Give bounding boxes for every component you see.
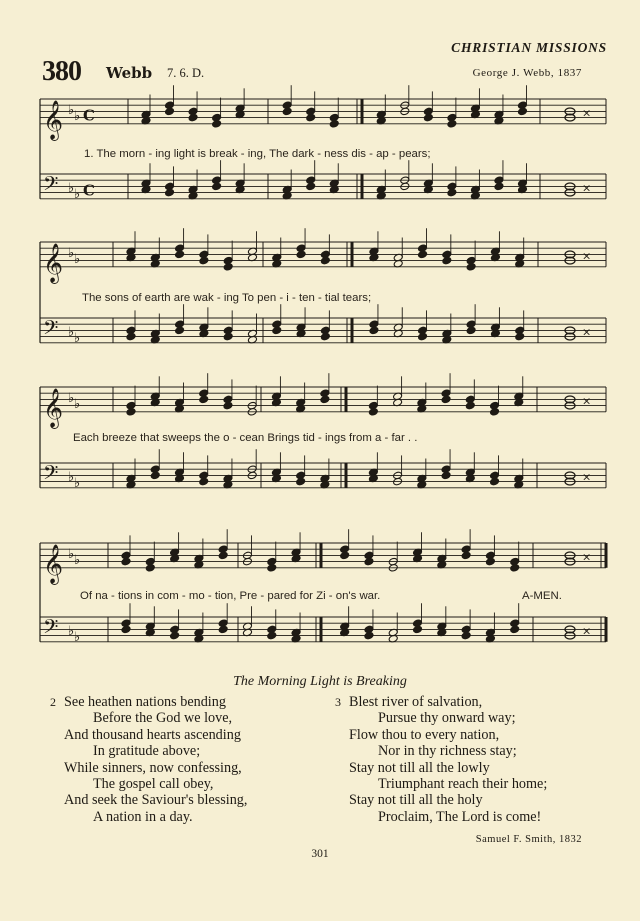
- flat-icon: ♭: [74, 187, 81, 203]
- note-head: [466, 263, 476, 272]
- note-head: [329, 120, 339, 129]
- stanza-line: In gratitude above;: [93, 743, 201, 760]
- lyric-line-1: 1. The morn - ing light is break - ing, The dark - ness dis - ap - pears;: [84, 148, 431, 160]
- note-head: [466, 326, 476, 335]
- lyric-line-2: The sons of earth are wak - ing To pen - i - ten - tial tears;: [82, 292, 372, 304]
- hymn-number: 380: [42, 56, 81, 87]
- note-head: [145, 564, 155, 573]
- common-time-icon: C: [83, 106, 95, 125]
- note-head: [368, 408, 378, 417]
- note-head: [223, 332, 233, 341]
- note-head: [212, 120, 222, 129]
- flat-icon: ♭: [74, 109, 81, 125]
- stanza-2: [50, 694, 248, 825]
- stanza-3: [335, 694, 548, 825]
- note-head: [320, 332, 330, 341]
- rest-icon: ×: [582, 325, 592, 339]
- note-head: [188, 113, 198, 122]
- note-head: [485, 557, 495, 566]
- stanza-line: Flow thou to every nation,: [349, 726, 500, 743]
- stanza-line: Nor in thy richness stay;: [378, 743, 517, 760]
- page-number: 301: [311, 848, 329, 860]
- flat-icon: ♭: [68, 469, 75, 485]
- note-head: [218, 625, 228, 634]
- note-head: [441, 395, 451, 404]
- note-head: [461, 551, 471, 560]
- stanza-line: Blest river of salvation,: [349, 694, 483, 710]
- note-head: [494, 182, 504, 191]
- note-head: [175, 326, 185, 335]
- flat-icon: ♭: [68, 546, 75, 562]
- note-head: [369, 326, 379, 335]
- bass-clef-icon: 𝄢: [43, 315, 59, 344]
- note-head: [447, 188, 457, 197]
- amen-label: A-MEN.: [522, 590, 562, 602]
- composer: George J. Webb, 1837: [472, 67, 582, 79]
- note-head: [461, 631, 471, 640]
- stanza-number: 3: [335, 695, 341, 709]
- flat-icon: ♭: [74, 476, 81, 492]
- treble-clef-icon: 𝄞: [43, 100, 64, 140]
- hymn-title: The Morning Light is Breaking: [233, 674, 407, 689]
- flat-icon: ♭: [68, 623, 75, 639]
- note-head: [320, 256, 330, 265]
- note-head: [121, 557, 131, 566]
- note-head: [170, 631, 180, 640]
- note-head: [121, 625, 131, 634]
- note-head: [296, 250, 306, 259]
- stanza-line: Stay not till all the lowly: [349, 759, 490, 776]
- note-head: [340, 551, 350, 560]
- note-head: [413, 625, 423, 634]
- flat-icon: ♭: [74, 252, 81, 268]
- bass-clef-icon: 𝄢: [43, 460, 59, 489]
- note-head: [272, 326, 282, 335]
- flat-icon: ♭: [74, 397, 81, 413]
- tune-name: Webb: [106, 64, 153, 82]
- note-head: [364, 557, 374, 566]
- stanza-line: The gospel call obey,: [93, 776, 214, 793]
- section-title: CHRISTIAN MISSIONS: [451, 40, 607, 55]
- stanza-line: A nation in a day.: [93, 808, 193, 825]
- rest-icon: ×: [582, 181, 592, 195]
- note-head: [126, 332, 136, 341]
- treble-clef-icon: 𝄞: [43, 388, 64, 428]
- rest-icon: ×: [582, 550, 592, 564]
- flat-icon: ♭: [68, 102, 75, 118]
- meter: 7. 6. D.: [167, 66, 205, 80]
- flat-icon: ♭: [68, 390, 75, 406]
- note-head: [465, 401, 475, 410]
- note-head: [423, 113, 433, 122]
- lyric-line-4: Of na - tions in com - mo - tion, Pre - pared for Zi - on's war.: [80, 590, 381, 602]
- note-head: [165, 188, 175, 197]
- stanza-line: Proclaim, The Lord is come!: [378, 808, 542, 825]
- note-head: [320, 395, 330, 404]
- note-head: [175, 250, 185, 259]
- note-head: [296, 477, 306, 486]
- stanza-line: And seek the Saviour's blessing,: [64, 792, 248, 809]
- note-head: [418, 250, 428, 259]
- note-head: [490, 408, 500, 417]
- note-head: [418, 332, 428, 341]
- note-head: [442, 256, 452, 265]
- note-head: [223, 401, 233, 410]
- stanza-line: While sinners, now confessing,: [64, 759, 242, 776]
- flat-icon: ♭: [74, 553, 81, 569]
- flat-icon: ♭: [74, 331, 81, 347]
- bass-clef-icon: 𝄢: [43, 614, 59, 643]
- stanza-line: Triumphant reach their home;: [378, 776, 548, 793]
- rest-icon: ×: [582, 249, 592, 263]
- stanza-number: 2: [50, 695, 56, 709]
- note-head: [199, 256, 209, 265]
- note-head: [126, 408, 136, 417]
- note-head: [515, 332, 525, 341]
- stanza-line: Before the God we love,: [93, 710, 233, 727]
- note-head: [150, 471, 160, 480]
- flat-icon: ♭: [68, 180, 75, 196]
- stanza-line: Pursue thy onward way;: [378, 710, 516, 727]
- note-head: [267, 631, 277, 640]
- stanza-line: See heathen nations bending: [64, 694, 226, 710]
- note-head: [218, 551, 228, 560]
- lyric-line-3: Each breeze that sweeps the o - cean Brings tid - ings from a - far . .: [73, 432, 418, 444]
- note-head: [517, 107, 527, 116]
- note-head: [510, 564, 520, 573]
- rest-icon: ×: [582, 394, 592, 408]
- stanza-line: Stay not till all the holy: [349, 792, 483, 809]
- bass-clef-icon: 𝄢: [43, 171, 59, 200]
- rest-icon: ×: [582, 470, 592, 484]
- stanza-line: And thousand hearts ascending: [64, 726, 241, 743]
- note-head: [510, 625, 520, 634]
- treble-clef-icon: 𝄞: [43, 243, 64, 283]
- note-head: [282, 107, 292, 116]
- flat-icon: ♭: [68, 324, 75, 340]
- common-time-icon: C: [83, 181, 95, 200]
- note-head: [267, 564, 277, 573]
- flat-icon: ♭: [74, 630, 81, 646]
- rest-icon: ×: [582, 106, 592, 120]
- note-head: [447, 120, 457, 129]
- flat-icon: ♭: [68, 245, 75, 261]
- note-head: [223, 263, 233, 272]
- note-head: [306, 113, 316, 122]
- note-head: [165, 107, 175, 116]
- note-head: [364, 631, 374, 640]
- note-head: [490, 477, 500, 486]
- note-head: [199, 395, 209, 404]
- note-head: [441, 471, 451, 480]
- note-head: [212, 182, 222, 191]
- note-head: [306, 182, 316, 191]
- note-head: [199, 477, 209, 486]
- author: Samuel F. Smith, 1832: [475, 834, 582, 845]
- rest-icon: ×: [582, 624, 592, 638]
- treble-clef-icon: 𝄞: [43, 544, 64, 584]
